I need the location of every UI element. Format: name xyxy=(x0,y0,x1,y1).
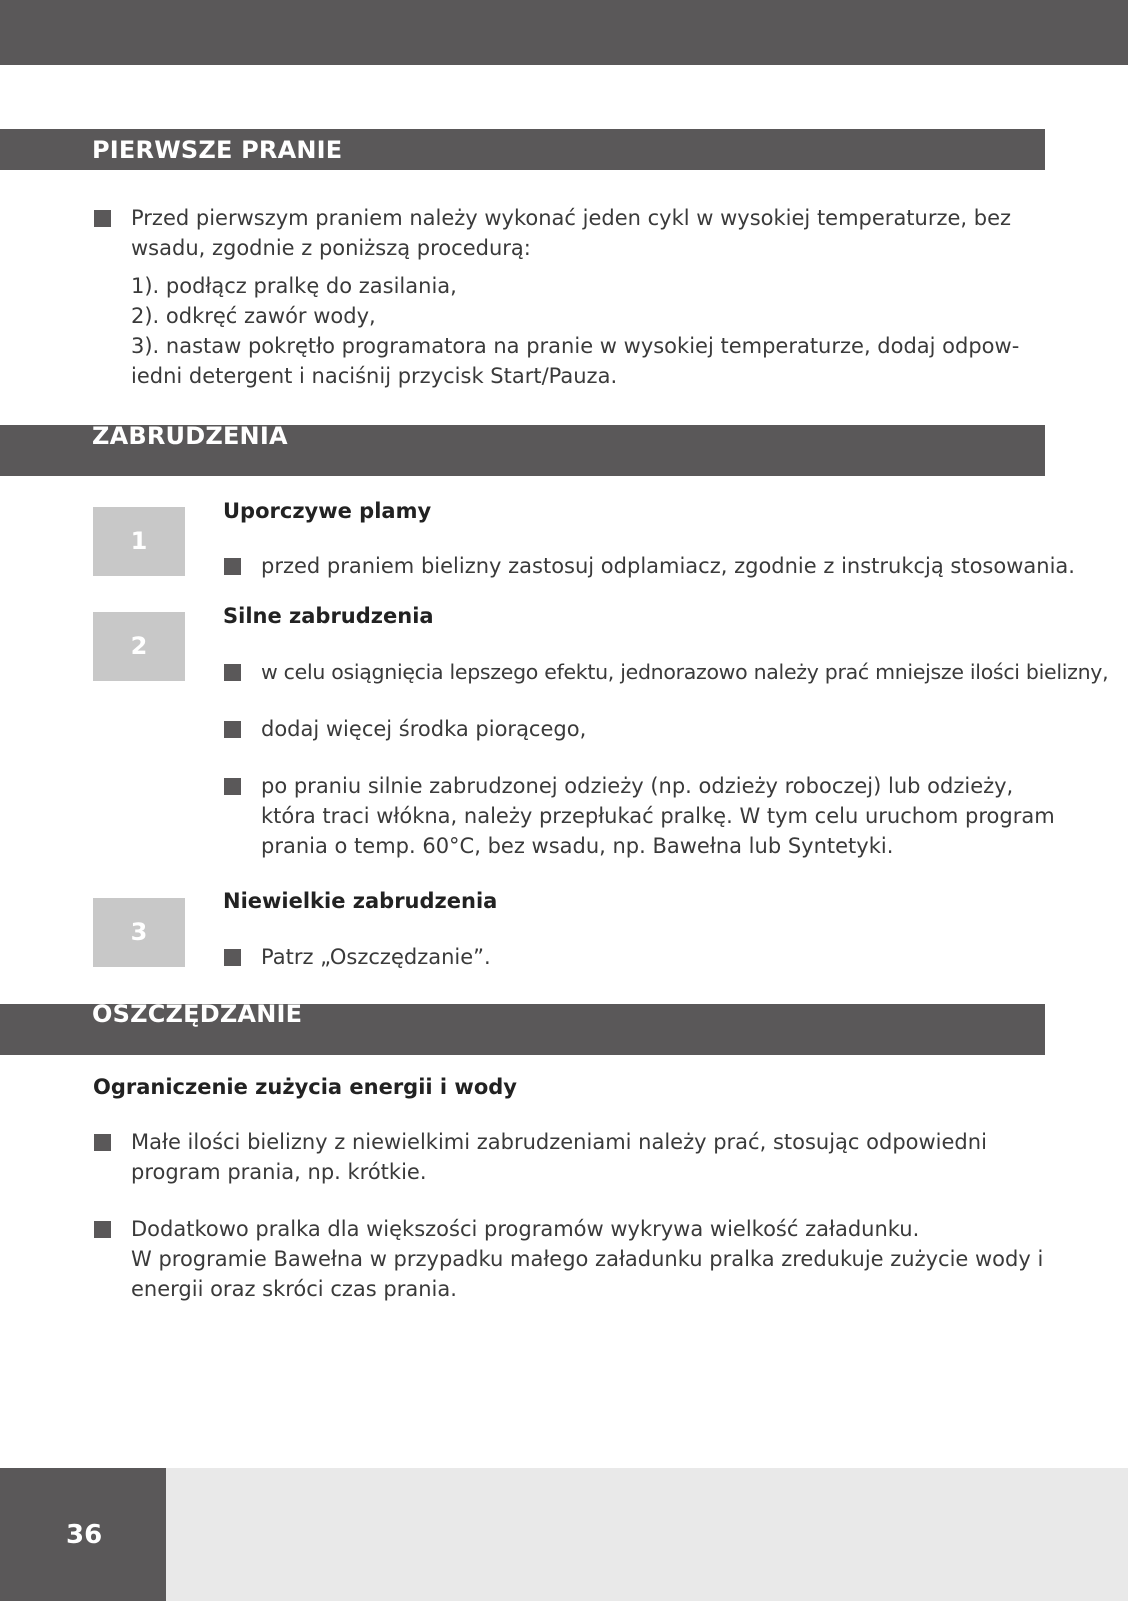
stain-number-box-2: 2 xyxy=(93,612,185,681)
stain-2-bullet-3-line-1: po praniu silnie zabrudzonej odzieży (np. odzieży roboczej) lub odzieży, xyxy=(261,774,1014,798)
first-wash-intro-line-1: Przed pierwszym praniem należy wykonać jeden cykl w wysokiej temperaturze, bez xyxy=(131,206,1012,230)
first-wash-intro-line-2: wsadu, zgodnie z poniższą procedurą: xyxy=(131,236,531,260)
bullet-square xyxy=(224,778,241,795)
saving-bullet-2-line-1: Dodatkowo pralka dla większości programów wykrywa wielkość załadunku. xyxy=(131,1217,920,1241)
header-bar xyxy=(0,0,1128,65)
bullet-square xyxy=(224,664,241,681)
page-number: 36 xyxy=(66,1520,103,1550)
saving-subheading: Ograniczenie zużycia energii i wody xyxy=(93,1075,517,1099)
stain-1-bullet-1: przed praniem bielizny zastosuj odplamiacz, zgodnie z instrukcją stosowania. xyxy=(261,554,1075,578)
first-wash-step-3: 3). nastaw pokrętło programatora na pranie w wysokiej temperaturze, dodaj odpow- xyxy=(131,334,1020,358)
bullet-square xyxy=(224,721,241,738)
stain-heading-3: Niewielkie zabrudzenia xyxy=(223,889,498,913)
bullet-square xyxy=(224,558,241,575)
stain-2-bullet-3-line-2: która traci włókna, należy przepłukać pralkę. W tym celu uruchom program xyxy=(261,804,1055,828)
stain-2-bullet-1: w celu osiągnięcia lepszego efektu, jednorazowo należy prać mniejsze ilości bielizny, xyxy=(261,660,1109,684)
section-title-saving: OSZCZĘDZANIE xyxy=(92,1000,303,1028)
stain-2-bullet-2: dodaj więcej środka piorącego, xyxy=(261,717,587,741)
bullet-square xyxy=(94,1134,111,1151)
section-title-stains: ZABRUDZENIA xyxy=(92,422,288,450)
first-wash-step-2: 2). odkręć zawór wody, xyxy=(131,304,376,328)
stain-number-box-3: 3 xyxy=(93,898,185,967)
stain-heading-2: Silne zabrudzenia xyxy=(223,604,434,628)
section-title-first-wash: PIERWSZE PRANIE xyxy=(92,136,343,164)
first-wash-step-3-cont: iedni detergent i naciśnij przycisk Start/Pauza. xyxy=(131,364,618,388)
bullet-square xyxy=(94,1221,111,1238)
saving-bullet-1-line-1: Małe ilości bielizny z niewielkimi zabrudzeniami należy prać, stosując odpowiedni xyxy=(131,1130,987,1154)
stain-2-bullet-3-line-3: prania o temp. 60°C, bez wsadu, np. Bawełna lub Syntetyki. xyxy=(261,834,894,858)
stain-number-box-1: 1 xyxy=(93,507,185,576)
bullet-square xyxy=(224,949,241,966)
footer-bar xyxy=(166,1468,1128,1601)
stain-3-bullet-1: Patrz „Oszczędzanie”. xyxy=(261,945,491,969)
saving-bullet-2-line-2: W programie Bawełna w przypadku małego załadunku pralka zredukuje zużycie wody i xyxy=(131,1247,1044,1271)
stain-heading-1: Uporczywe plamy xyxy=(223,499,432,523)
saving-bullet-2-line-3: energii oraz skróci czas prania. xyxy=(131,1277,457,1301)
first-wash-step-1: 1). podłącz pralkę do zasilania, xyxy=(131,274,457,298)
bullet-square xyxy=(94,210,111,227)
saving-bullet-1-line-2: program prania, np. krótkie. xyxy=(131,1160,427,1184)
